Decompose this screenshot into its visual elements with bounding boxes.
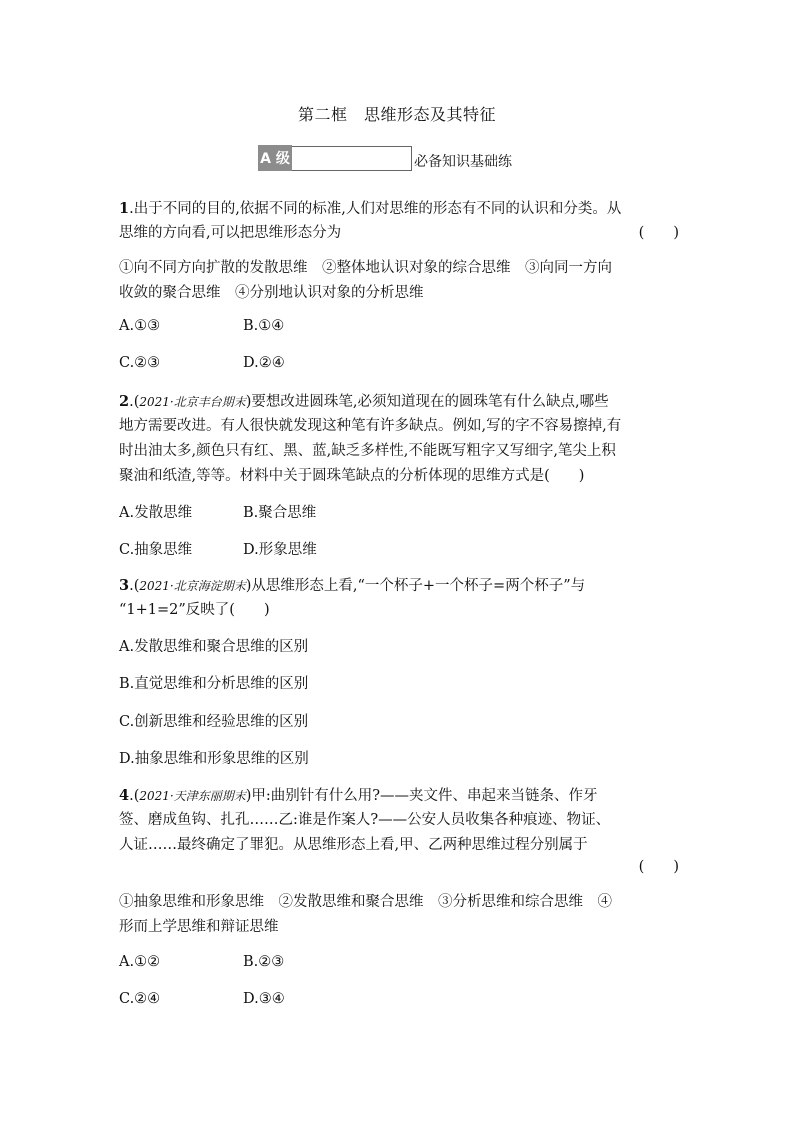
question-2-prefix: .(: [129, 394, 140, 410]
level-badge: A 级: [258, 145, 292, 171]
question-4-stem-line-1: [119, 783, 679, 809]
question-4-option-c[interactable]: C.②④: [119, 991, 161, 1007]
question-2-option-c[interactable]: C.抽象思维: [119, 542, 193, 558]
question-4-text: )甲:曲别针有什么用?——夹文件、串起来当链条、作牙: [245, 788, 598, 804]
question-3-text: )从思维形态上看,“一个杯子+一个杯子=两个杯子”与: [245, 578, 586, 594]
question-3-option-a[interactable]: A.发散思维和聚合思维的区别: [119, 639, 309, 655]
question-2-options-row-2: [119, 538, 367, 559]
level-label: 必备知识基础练: [414, 154, 512, 170]
level-blank-box: [292, 146, 412, 171]
question-4-source: 2021·天津东丽期末: [139, 789, 246, 803]
page-title: 第二框 思维形态及其特征: [297, 105, 496, 124]
question-2-text: )要想改进圆珠笔,必须知道现在的圆珠笔有什么缺点,哪些: [245, 394, 609, 410]
question-3-prefix: .(: [129, 578, 140, 594]
question-3-option-d[interactable]: D.抽象思维和形象思维的区别: [119, 751, 309, 767]
question-2-stem-line-1: [119, 389, 679, 415]
question-2-option-a[interactable]: A.发散思维: [119, 505, 193, 521]
question-3-option-c[interactable]: C.创新思维和经验思维的区别: [119, 714, 309, 730]
question-4-answer-paren: ( ): [638, 859, 679, 875]
question-1-text: .出于不同的目的,依据不同的标准,人们对思维的形态有不同的认识和分类。从: [129, 201, 622, 217]
question-1-stem-line-2: [119, 221, 679, 246]
question-1-options-row-2: [119, 355, 367, 371]
question-2-number: 2: [119, 393, 130, 410]
question-1-options-row-1: [119, 318, 367, 334]
question-1-answer-paren: ( ): [638, 225, 679, 241]
question-1-items-line-2: 收敛的聚合思维 ④分别地认识对象的分析思维: [119, 285, 424, 301]
question-2-stem-line-4: 聚油和纸渣,等等。材料中关于圆珠笔缺点的分析体现的思维方式是( ): [119, 468, 585, 484]
question-4-number: 4: [119, 787, 130, 804]
question-4-items-line-1: ①抽象思维和形象思维 ②发散思维和聚合思维 ③分析思维和综合思维 ④: [119, 894, 612, 910]
question-4-option-a[interactable]: A.①②: [119, 954, 161, 970]
question-4-prefix: .(: [129, 788, 140, 804]
question-2-options-row-1: [119, 501, 367, 522]
question-2-source: 2021·北京丰台期末: [139, 395, 246, 409]
question-1-stem-line-1: [119, 196, 679, 222]
question-4-options-row-2: [119, 991, 367, 1007]
question-4-option-d[interactable]: D.③④: [243, 991, 285, 1007]
question-3-source: 2021·北京海淀期末: [139, 579, 246, 593]
question-2-stem-line-2: 地方需要改进。有人很快就发现这种笔有许多缺点。例如,写的字不容易擦掉,有: [119, 418, 622, 434]
question-1-option-a[interactable]: A.①③: [119, 318, 161, 334]
question-2-option-b[interactable]: B.聚合思维: [243, 505, 317, 521]
question-3-number: 3: [119, 577, 130, 594]
question-1-items-line-1: ①向不同方向扩散的发散思维 ②整体地认识对象的综合思维 ③向同一方向: [119, 260, 612, 276]
question-1-option-c[interactable]: C.②③: [119, 355, 161, 371]
question-4-option-b[interactable]: B.②③: [243, 954, 285, 970]
question-1-number: 1: [119, 200, 130, 217]
question-4-stem-line-3: 人证……最终确定了罪犯。从思维形态上看,甲、乙两种思维过程分别属于: [119, 837, 588, 853]
question-3-option-b[interactable]: B.直觉思维和分析思维的区别: [119, 676, 309, 692]
question-4-stem-line-2: 签、磨成鱼钩、扎孔……乙:谁是作案人?——公安人员收集各种痕迹、物证、: [119, 812, 611, 828]
question-4-options-row-1: [119, 954, 367, 970]
question-2-option-d[interactable]: D.形象思维: [243, 542, 317, 558]
question-3-stem-line-1: [119, 573, 679, 599]
question-1-option-d[interactable]: D.②④: [243, 355, 285, 371]
question-3-stem-line-2: “1+1=2”反映了( ): [119, 602, 270, 618]
question-1-text-cont: 思维的方向看,可以把思维形态分为: [119, 225, 342, 241]
question-4-items-line-2: 形而上学思维和辩证思维: [119, 919, 279, 935]
level-header: [258, 145, 512, 171]
question-2-stem-line-3: 时出油太多,颜色只有红、黑、蓝,缺乏多样性,不能既写粗字又写细字,笔尖上积: [119, 443, 616, 459]
question-1-option-b[interactable]: B.①④: [243, 318, 285, 334]
